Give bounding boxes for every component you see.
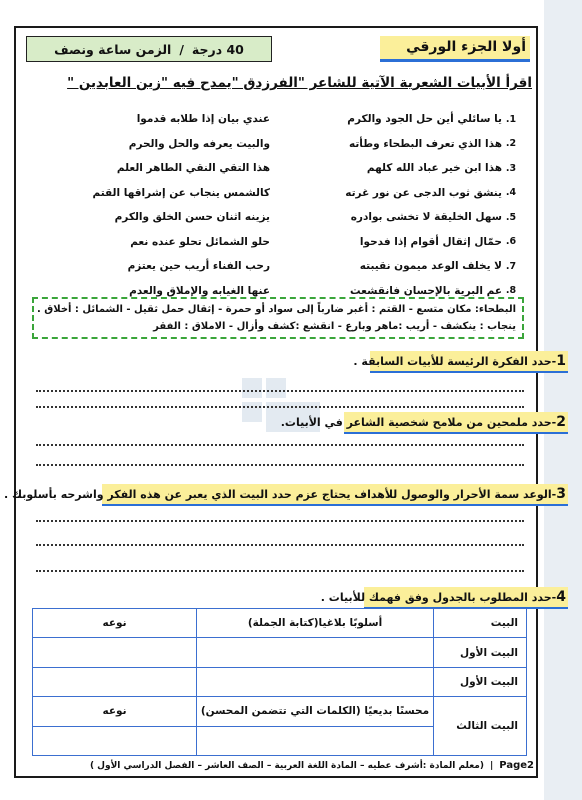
page-margin-strip [544,0,582,800]
verse-number: 5. [505,211,517,223]
table-cell-answer[interactable] [33,667,197,696]
time-label: الزمن ساعة ونصف [54,41,172,57]
question-text: -الوعد سمة الأحرار والوصول للأهداف يحتاج عزم حدد البيت الذي يعبر عن هذه الفكر واشرحه بأسلوبك . [4,488,557,501]
verse-first-hemistich: سهل الخليقة لا تخشى بوادره [350,211,502,224]
answer-line[interactable] [36,544,524,546]
table-cell-answer[interactable] [33,638,197,667]
table-subheader-figure: محسنًا بديعيًا (الكلمات التي تتضمن المحسن) [197,697,434,726]
verse-number: 6. [505,236,517,248]
verse-second-hemistich: عندي بيان إذا طلابه قدموا [136,113,270,126]
table-row [33,638,527,667]
verses-list [26,107,520,303]
verse-first-hemistich: لا يخلف الوعد ميمون نقيبته [359,260,502,273]
table-row [33,609,527,638]
verse-first-hemistich: يا سائلي أين حل الجود والكرم [347,113,502,126]
table-cell-verse: البيت الأول [434,638,527,667]
table-cell-answer[interactable] [197,726,434,755]
question-3 [4,484,568,506]
header-separator: / [179,41,184,57]
answer-line[interactable] [36,406,524,408]
question-text: -حدد المطلوب بالجدول وفق فهمك للأبيات . [320,591,557,604]
question-number: 3 [556,486,566,502]
verse-number: 8. [505,285,517,297]
section-title: أولا الجزء الورقي [380,36,530,62]
answer-table [32,608,527,756]
footer-separator: | [489,760,494,771]
glossary-line: ينجاب : ينكشف - أريب :ماهر وبارع - انقشع :كشف وأزال - الاملاق : الفقر [153,321,516,332]
verse-row [26,230,520,255]
verse-first-hemistich: هذا الذي تعرف البطحاء وطأته [349,137,502,150]
answer-line[interactable] [36,520,524,522]
score-label: 40 درجة [191,41,244,57]
answer-line[interactable] [36,390,524,392]
question-4 [320,587,568,609]
verse-number: 7. [505,260,517,272]
table-cell-verse: البيت الأول [434,667,527,696]
answer-line[interactable] [36,444,524,446]
verse-number: 2. [505,138,517,150]
page-number: Page2 [499,760,534,771]
verse-first-hemistich: هذا ابن خير عباد الله كلهم [366,162,502,175]
verse-row [26,107,520,132]
glossary-line: البطحاء: مكان متسع - القتم : أغبر ضارباً إلى سواد أو حمرة - إثقال حمل ثقيل - الشمائل : أخلاق . [37,304,516,315]
page-footer [89,760,534,771]
verse-second-hemistich: والبيت يعرفه والحل والحرم [128,137,270,150]
score-time-box [26,36,272,62]
table-cell-answer[interactable] [197,638,434,667]
table-cell-answer[interactable] [33,726,197,755]
question-2 [280,412,568,434]
verse-second-hemistich: هذا التقي النقي الطاهر العلم [116,162,270,175]
reading-instruction: اقرأ الأبيات الشعرية الآتية للشاعر "الفرزدق "يمدح فيه "زين العابدين " [67,75,532,91]
verse-row [26,156,520,181]
question-number: 1 [556,353,566,369]
answer-line[interactable] [36,570,524,572]
verse-number: 3. [505,162,517,174]
exam-header [26,36,530,64]
table-cell-answer[interactable] [197,667,434,696]
table-header-type: نوعه [33,609,197,638]
verse-second-hemistich: كالشمس ينجاب عن إشراقها القتم [92,186,270,199]
verse-row [26,181,520,206]
verse-row [26,254,520,279]
verse-second-hemistich: عنها الغيابه والإملاق والعدم [129,284,270,297]
table-row [33,697,527,726]
verse-first-hemistich: ينشق ثوب الدجى عن نور غرته [345,186,502,199]
table-cell-verse: البيت الثالث [434,697,527,756]
footer-credit: (معلم المادة :أشرف عطيه – المادة اللغة العربية – الصف العاشر – الفصل الدراسي الأول ) [89,760,484,771]
verse-second-hemistich: رحب الفناء أريب حين يعتزم [127,260,270,273]
table-header-rhetoric: أسلوبًا بلاغيا(كتابة الجملة) [197,609,434,638]
question-text: -حدد ملمحين من ملامح شخصية الشاعر في الأبيات. [280,416,557,429]
verse-number: 1. [505,113,517,125]
verse-second-hemistich: يزينه اثنان حسن الخلق والكرم [114,211,270,224]
verse-second-hemistich: حلو الشمائل تحلو عنده نعم [130,235,270,248]
verse-first-hemistich: حمّال إثقال أقوام إذا فدحوا [359,235,502,248]
question-text: -حدد الفكرة الرئيسة للأبيات السابقة . [353,355,557,368]
table-header-verse: البيت [434,609,527,638]
verse-number: 4. [505,187,517,199]
verse-row [26,132,520,157]
question-number: 2 [556,414,566,430]
verse-first-hemistich: عم البرية بالإحسان فانقشعت [350,284,502,297]
answer-line[interactable] [36,464,524,466]
question-1 [353,351,568,373]
verse-row [26,205,520,230]
table-subheader-type: نوعه [33,697,197,726]
vocabulary-glossary [32,297,524,339]
table-row [33,667,527,696]
question-number: 4 [556,589,566,605]
